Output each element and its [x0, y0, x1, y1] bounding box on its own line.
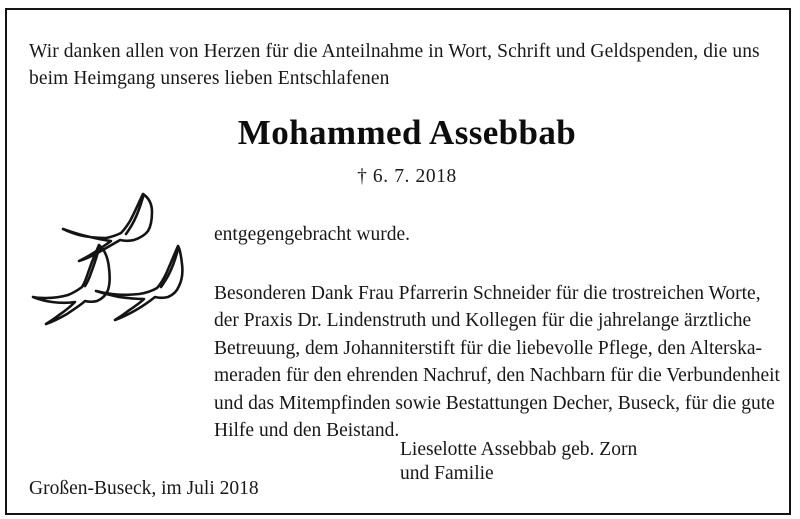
thanks-line-2: der Praxis Dr. Lindenstruth und Kollegen für die jahrelange ärztliche [214, 310, 752, 332]
thanks-line-3: Betreuung, dem Johanniterstift für die liebevolle Pflege, den Alterska- [214, 337, 763, 359]
thanks-line-1: Besonderen Dank Frau Pfarrerin Schneider für die trostreichen Worte, [214, 283, 761, 304]
thanks-paragraph [214, 280, 786, 444]
intro-line-1: Wir danken allen von Herzen für die Anteilnahme in Wort, Schrift und Geldspenden, die uns [29, 41, 760, 62]
three-flying-seagulls-icon [31, 188, 199, 328]
place-and-date: Großen-Buseck, im Juli 2018 [29, 478, 259, 499]
deceased-name: Mohammed Assebbab [237, 113, 577, 152]
death-date: † 6. 7. 2018 [357, 166, 457, 187]
thanks-line-4: meraden für den ehrenden Nachruf, den Nachbarn für die Verbundenheit [214, 365, 780, 387]
intro-line-2: beim Heimgang unseres lieben Entschlafenen [29, 68, 390, 89]
thanks-line-5: und das Mitempfinden sowie Bestattungen Decher, Buseck, für die gute [214, 392, 775, 414]
notice-border-frame [5, 8, 791, 515]
signature-line-1: Lieselotte Assebbab geb. Zorn [400, 439, 638, 460]
signature-block [400, 438, 637, 486]
seagulls-illustration [31, 188, 199, 328]
intro-paragraph [29, 38, 777, 92]
intro-continuation: entgegengebracht wurde. [214, 224, 410, 245]
signature-line-2: und Familie [400, 463, 494, 484]
thanks-line-6: Hilfe und den Beistand. [214, 420, 400, 442]
